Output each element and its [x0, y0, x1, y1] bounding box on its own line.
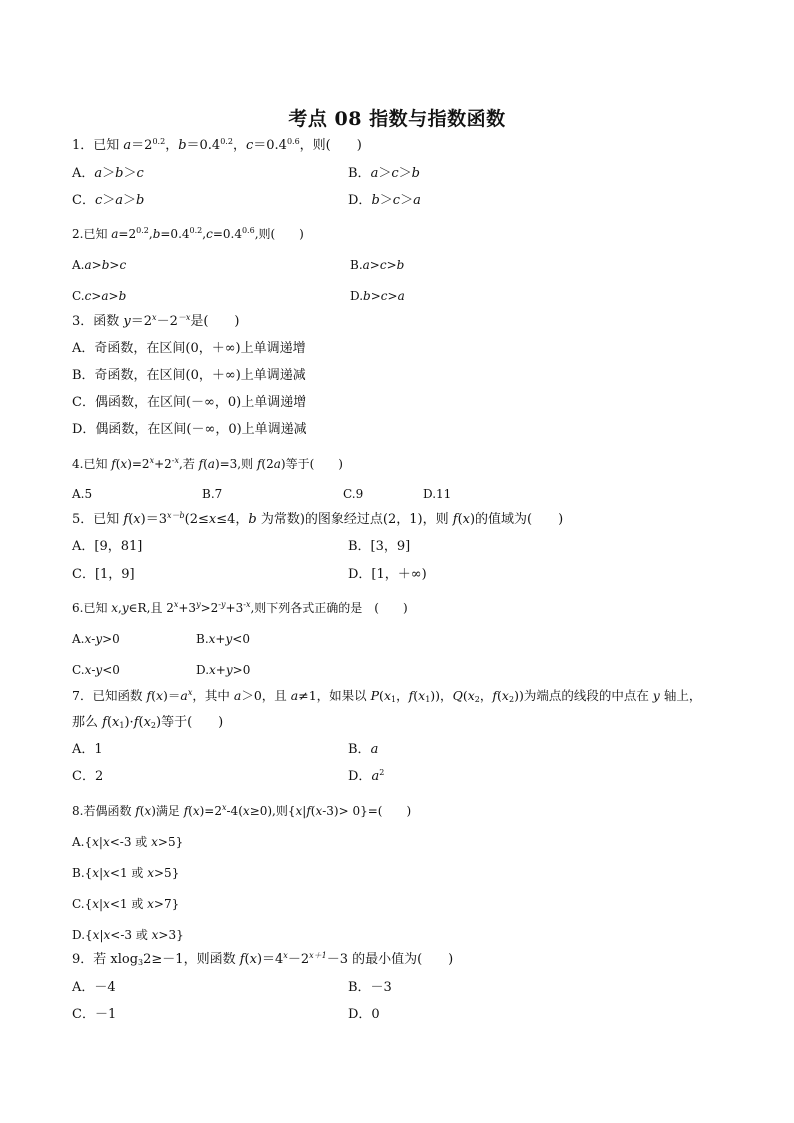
question-7-option-b: B．a: [348, 742, 379, 757]
question-9-option-b: B．－3: [348, 980, 392, 995]
page-title: 考点 08 指数与指数函数: [288, 108, 506, 130]
question-9-option-a: A．－4: [72, 980, 116, 995]
question-9-option-c: C．－1: [72, 1007, 117, 1022]
question-3-option-b: B．奇函数，在区间(0，＋∞)上单调递减: [72, 368, 306, 383]
question-4-option-c: C.9: [343, 487, 364, 501]
question-2-option-d: D.b>c>a: [350, 289, 405, 303]
question-6-stem: 6.已知 x,y∈R,且 $2^x+3^y>2^{-y}+3^{-x}$,则下列各式正确的是 ( ): [72, 600, 408, 615]
question-7-stem-line-1: 7．已知函数 $f(x)=a^x$，其中 a＞0，且 a≠1，如果以 $P(x_1$，$f(x_1)$)，$Q(x_2$，$f(x_2)$)为端点的线段的中点在 y 轴上，: [72, 688, 702, 704]
question-1-option-a: A．a＞b＞c: [72, 166, 144, 181]
question-2-stem: 2.已知 $a=2^{0.2},b=0.4^{0.2},c=0.4^{0.6}$,则( ): [72, 226, 304, 241]
question-1-stem: 1．已知 $a=2^{0.2}$，$b=0.4^{0.2}$，$c=0.4^{0.6}$，则( ): [72, 137, 362, 153]
question-2-option-c: C.c>a>b: [72, 289, 127, 303]
question-6-option-b: B.x+y<0: [196, 632, 250, 646]
question-1-option-c: C．c＞a＞b: [72, 193, 145, 208]
question-6-option-c: C.x-y<0: [72, 663, 120, 677]
question-4-option-a: A.5: [72, 487, 93, 501]
question-8-option-d: D.{x|x<-3 或 x>3}: [72, 928, 184, 942]
question-3-option-d: D．偶函数，在区间(－∞，0)上单调递减: [72, 422, 307, 437]
question-5-stem: 5．已知 $f(x)=3^{x-b}(2\le x\le 4$，b 为常数)的图象经过点(2，1)，则 f(x)的值域为( ): [72, 511, 564, 527]
question-3-stem: 3．函数 $y=2^x-2^{-x}$是( ): [72, 313, 240, 329]
question-7-option-d: D．$a^2$: [348, 768, 385, 784]
question-5-option-b: B．[3，9]: [348, 539, 411, 554]
question-7-option-a: A．1: [72, 742, 103, 757]
question-5-option-a: A．[9，81]: [72, 539, 143, 554]
question-3-option-c: C．偶函数，在区间(－∞，0)上单调递增: [72, 395, 307, 410]
question-4-option-d: D.11: [423, 487, 452, 501]
question-2-option-a: A.a>b>c: [72, 258, 127, 272]
question-4-stem: 4.已知 $f(x)=2^x+2^{-x}$,若 f(a)=3,则 f(2a)等于( ): [72, 456, 343, 471]
question-7-stem-line-2: 那么 $f(x_1)\cdot f(x_2)$等于( ): [72, 715, 224, 730]
question-1-option-d: D．b＞c＞a: [348, 193, 421, 208]
question-2-option-b: B.a>c>b: [350, 258, 405, 272]
question-8-option-b: B.{x|x<1 或 x>5}: [72, 866, 180, 880]
question-3-option-a: A．奇函数，在区间(0，＋∞)上单调递增: [72, 341, 306, 356]
question-5-option-d: D．[1，＋∞): [348, 567, 427, 582]
question-1-option-b: B．a＞c＞b: [348, 166, 420, 181]
question-5-option-c: C．[1，9]: [72, 567, 135, 582]
question-8-option-a: A.{x|x<-3 或 x>5}: [72, 835, 184, 849]
question-9-stem: 9．若 xlog$_3$2≥－1，则函数 $f(x)=4^x-2^{x+1}-3$ 的最小值为( ): [72, 951, 454, 967]
question-6-option-a: A.x-y>0: [72, 632, 120, 646]
question-8-option-c: C.{x|x<1 或 x>7}: [72, 897, 180, 911]
question-9-option-d: D．0: [348, 1007, 380, 1022]
question-4-option-b: B.7: [202, 487, 223, 501]
question-8-stem: 8.若偶函数 f(x)满足 $f(x)=2^x-4(x\ge 0)$,则{x|f(x-3)> 0}=( ): [72, 803, 412, 818]
question-7-option-c: C．2: [72, 769, 104, 784]
question-6-option-d: D.x+y>0: [196, 663, 251, 677]
